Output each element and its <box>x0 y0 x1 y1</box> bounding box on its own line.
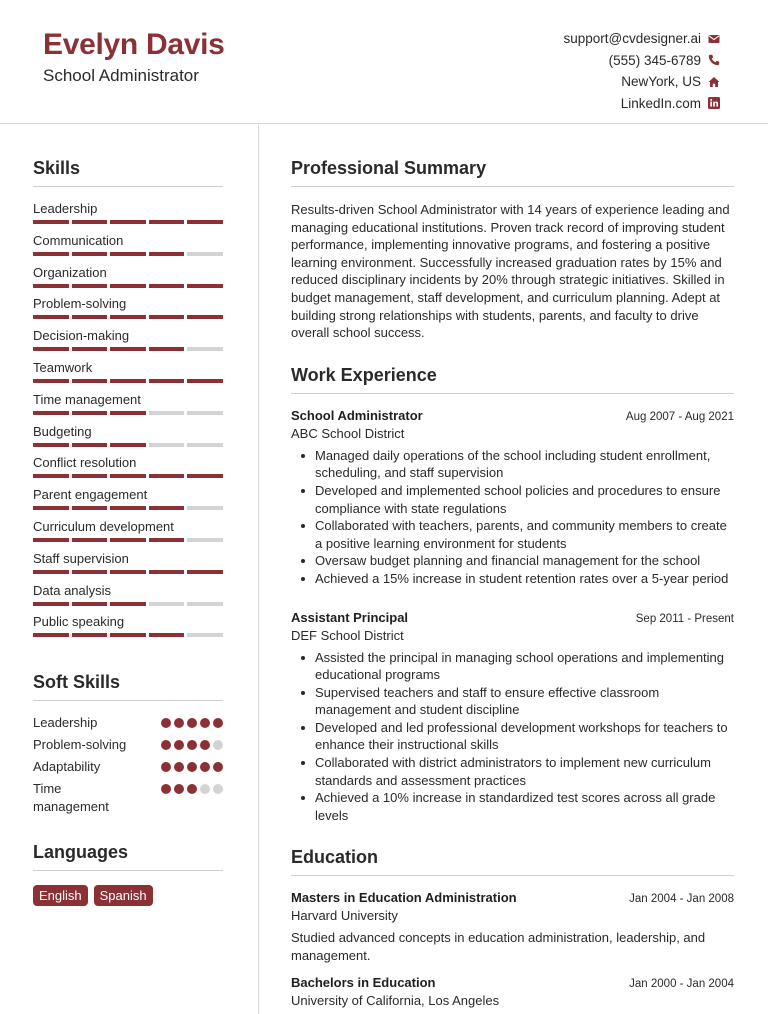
skill-level-bar <box>33 220 223 224</box>
degree-entry <box>291 890 734 964</box>
skill-level-segment <box>110 379 146 383</box>
rating-dot <box>187 784 197 794</box>
linkedin-icon <box>708 97 720 109</box>
skill-level-segment <box>187 411 223 415</box>
skill-level-bar <box>33 602 223 606</box>
skill-item <box>33 614 223 646</box>
skill-level-segment <box>72 506 108 510</box>
skill-level-segment <box>33 602 69 606</box>
degree-header <box>291 975 734 990</box>
skill-level-segment <box>149 506 185 510</box>
degree-entry <box>291 975 734 1008</box>
job-bullet: Assisted the principal in managing school operations and implementing educational programs <box>291 649 734 684</box>
job-bullet: Collaborated with district administrators to implement new curriculum standards and assessment practices <box>291 754 734 789</box>
skill-level-segment <box>72 602 108 606</box>
skill-level-segment <box>33 443 69 447</box>
skill-item <box>33 233 223 265</box>
skill-level-segment <box>110 411 146 415</box>
skill-label: Data analysis <box>33 582 112 598</box>
soft-skill-label: Adaptability <box>33 759 101 775</box>
skill-label: Problem-solving <box>33 296 127 312</box>
skill-level-bar <box>33 411 223 415</box>
skill-level-segment <box>110 252 146 256</box>
skill-level-bar <box>33 284 223 288</box>
soft-skills-heading: Soft Skills <box>33 672 223 701</box>
skill-level-segment <box>33 379 69 383</box>
skill-level-segment <box>187 347 223 351</box>
degree-title: Bachelors in Education <box>291 974 436 990</box>
degree-description: Studied advanced concepts in education administration, leadership, and management. <box>291 930 706 964</box>
soft-skill-item <box>33 780 223 816</box>
skill-label: Teamwork <box>33 359 93 375</box>
rating-dot <box>200 762 210 772</box>
job-date: Aug 2007 - Aug 2021 <box>625 410 734 423</box>
skill-level-segment <box>187 538 223 542</box>
skill-level-segment <box>33 315 69 319</box>
job-bullet: Developed and implemented school policies and procedures to ensure compliance with state regulations <box>291 482 734 517</box>
rating-dot <box>187 740 197 750</box>
skill-level-segment <box>72 570 108 574</box>
job-bullet: Oversaw budget planning and financial management for the school <box>291 552 734 570</box>
skill-item <box>33 519 223 551</box>
skill-item <box>33 551 223 583</box>
education-section <box>291 847 734 1007</box>
skill-level-segment <box>33 538 69 542</box>
job-bullet: Developed and led professional development workshops for teachers to enhance their instructional skills <box>291 719 734 754</box>
contact-list <box>563 28 720 114</box>
soft-skill-rating <box>161 714 223 728</box>
degree-title: Masters in Education Administration <box>291 890 517 906</box>
rating-dot <box>187 718 197 728</box>
education-heading: Education <box>291 847 734 876</box>
skill-item <box>33 487 223 519</box>
job-header <box>291 610 734 625</box>
rating-dot <box>174 784 184 794</box>
summary-heading: Professional Summary <box>291 158 734 187</box>
skill-level-bar <box>33 443 223 447</box>
skill-level-segment <box>72 379 108 383</box>
skill-level-segment <box>187 315 223 319</box>
skill-level-segment <box>33 570 69 574</box>
skill-item <box>33 424 223 456</box>
job-organization: ABC School District <box>291 425 405 441</box>
contact-location-text: NewYork, US <box>621 74 701 90</box>
skill-level-segment <box>187 220 223 224</box>
contact-phone-text: (555) 345-6789 <box>608 52 701 68</box>
skill-label: Organization <box>33 264 107 280</box>
skill-level-segment <box>149 570 185 574</box>
skill-label: Parent engagement <box>33 487 148 503</box>
skill-item <box>33 360 223 392</box>
skill-level-bar <box>33 315 223 319</box>
languages-list <box>33 885 223 906</box>
rating-dot <box>174 740 184 750</box>
soft-skill-rating <box>161 758 223 772</box>
right-column <box>291 158 734 1008</box>
skill-level-segment <box>149 252 185 256</box>
skill-level-segment <box>72 538 108 542</box>
skill-item <box>33 201 223 233</box>
rating-dot <box>174 762 184 772</box>
summary-text: Results-driven School Administrator with 14 years of experience leading and managing educational institutions. Proven track record of improving student performance, implementing innovative programs, and fostering a positive learning environment. Successfully increased graduation rates by 15% and reduced disciplinary incidents by 20% through strategic initiatives. Skilled in budget management, staff development, and curriculum planning. Adept at building strong relationships with students, parents, and faculty to drive overall school success. <box>291 202 730 341</box>
degrees-list <box>291 890 734 1007</box>
skill-level-segment <box>110 284 146 288</box>
skill-level-segment <box>149 538 185 542</box>
job-title: School Administrator <box>291 407 423 423</box>
job-bullets <box>291 447 734 588</box>
skill-label: Communication <box>33 232 124 248</box>
candidate-role: School Administrator <box>43 66 199 85</box>
rating-dot <box>200 718 210 728</box>
skill-level-segment <box>187 443 223 447</box>
skill-level-segment <box>72 252 108 256</box>
rating-dot <box>161 718 171 728</box>
soft-skill-item <box>33 714 223 732</box>
skill-level-segment <box>187 379 223 383</box>
skill-level-segment <box>33 252 69 256</box>
skill-level-segment <box>72 284 108 288</box>
skill-level-segment <box>72 443 108 447</box>
contact-phone[interactable] <box>563 50 720 72</box>
skill-level-bar <box>33 252 223 256</box>
left-column <box>33 158 223 906</box>
languages-section <box>33 842 223 906</box>
home-icon <box>708 76 720 88</box>
rating-dot <box>161 784 171 794</box>
skill-level-segment <box>149 633 185 637</box>
skill-level-segment <box>149 411 185 415</box>
job-organization: DEF School District <box>291 627 404 643</box>
work-heading: Work Experience <box>291 365 734 394</box>
soft-skills-list <box>33 714 223 816</box>
skill-item <box>33 296 223 328</box>
languages-heading: Languages <box>33 842 223 871</box>
skill-level-bar <box>33 474 223 478</box>
degree-date: Jan 2004 - Jan 2008 <box>629 893 734 906</box>
skill-level-segment <box>33 284 69 288</box>
skill-level-segment <box>110 474 146 478</box>
soft-skills-section <box>33 672 223 816</box>
job-bullet: Achieved a 15% increase in student retention rates over a 5-year period <box>291 570 734 588</box>
skill-level-segment <box>110 315 146 319</box>
phone-icon <box>708 54 720 66</box>
rating-dot <box>200 784 210 794</box>
language-badge: English <box>33 885 88 906</box>
degree-school: University of California, Los Angeles <box>291 992 500 1008</box>
skill-level-bar <box>33 538 223 542</box>
rating-dot <box>213 740 223 750</box>
soft-skill-label: Problem-solving <box>33 737 127 753</box>
rating-dot <box>213 762 223 772</box>
candidate-name: Evelyn Davis <box>43 28 225 61</box>
job-entry <box>291 610 734 825</box>
job-date: Sep 2011 - Present <box>635 612 734 625</box>
skill-level-bar <box>33 633 223 637</box>
skill-level-segment <box>110 538 146 542</box>
skill-label: Time management <box>33 391 141 407</box>
degree-date: Jan 2000 - Jan 2004 <box>629 977 734 990</box>
rating-dot <box>174 718 184 728</box>
skill-level-segment <box>187 602 223 606</box>
skill-level-segment <box>33 474 69 478</box>
skill-level-segment <box>149 379 185 383</box>
skill-level-segment <box>149 220 185 224</box>
skill-level-segment <box>149 284 185 288</box>
skill-level-segment <box>110 220 146 224</box>
rating-dot <box>200 740 210 750</box>
skill-level-segment <box>187 284 223 288</box>
skill-level-segment <box>33 347 69 351</box>
language-badge: Spanish <box>94 885 153 906</box>
soft-skill-rating <box>161 780 223 794</box>
skill-level-segment <box>110 443 146 447</box>
job-header <box>291 408 734 423</box>
job-bullet: Collaborated with teachers, parents, and community members to create a positive learning environment for students <box>291 517 734 552</box>
job-bullets <box>291 649 734 825</box>
skill-level-segment <box>149 315 185 319</box>
job-entry <box>291 408 734 588</box>
soft-skill-item <box>33 736 223 754</box>
job-bullet: Achieved a 10% increase in standardized test scores across all grade levels <box>291 789 734 824</box>
skill-level-bar <box>33 570 223 574</box>
skill-level-segment <box>33 506 69 510</box>
skill-level-segment <box>33 411 69 415</box>
column-divider <box>258 125 259 1014</box>
skill-label: Conflict resolution <box>33 455 137 471</box>
skill-item <box>33 583 223 615</box>
degree-header <box>291 890 734 905</box>
skill-level-segment <box>110 602 146 606</box>
skill-level-segment <box>33 220 69 224</box>
skill-level-segment <box>72 347 108 351</box>
skill-label: Curriculum development <box>33 518 174 534</box>
skill-level-bar <box>33 506 223 510</box>
skill-level-segment <box>72 411 108 415</box>
rating-dot <box>161 740 171 750</box>
resume-header <box>0 0 768 124</box>
skill-level-segment <box>110 633 146 637</box>
skill-level-segment <box>187 252 223 256</box>
skill-item <box>33 265 223 297</box>
skill-level-segment <box>149 602 185 606</box>
soft-skill-label: Leadership <box>33 715 98 731</box>
skill-level-segment <box>110 506 146 510</box>
skills-heading: Skills <box>33 158 223 187</box>
skill-label: Budgeting <box>33 423 92 439</box>
skills-list <box>33 201 223 646</box>
work-section <box>291 365 734 825</box>
rating-dot <box>161 762 171 772</box>
soft-skill-label: Time management <box>33 781 109 815</box>
jobs-list <box>291 408 734 825</box>
skill-level-segment <box>187 570 223 574</box>
skill-level-segment <box>72 220 108 224</box>
contact-linkedin[interactable] <box>563 93 720 115</box>
soft-skill-item <box>33 758 223 776</box>
skill-level-bar <box>33 379 223 383</box>
skill-level-segment <box>187 474 223 478</box>
envelope-icon <box>708 33 720 45</box>
skill-level-segment <box>149 347 185 351</box>
contact-location <box>563 71 720 93</box>
skill-level-bar <box>33 347 223 351</box>
skill-level-segment <box>33 633 69 637</box>
skill-level-segment <box>187 633 223 637</box>
skill-level-segment <box>110 570 146 574</box>
rating-dot <box>213 784 223 794</box>
skill-level-segment <box>187 506 223 510</box>
skill-label: Leadership <box>33 201 98 216</box>
job-bullet: Managed daily operations of the school including student enrollment, scheduling, and staff supervision <box>291 447 734 482</box>
skill-level-segment <box>149 443 185 447</box>
skill-label: Public speaking <box>33 614 125 630</box>
skill-level-segment <box>110 347 146 351</box>
contact-linkedin-text: LinkedIn.com <box>620 95 701 111</box>
skill-item <box>33 455 223 487</box>
skill-level-segment <box>72 633 108 637</box>
skill-item <box>33 392 223 424</box>
job-bullet: Supervised teachers and staff to ensure effective classroom management and student discipline <box>291 684 734 719</box>
contact-email[interactable] <box>563 28 720 50</box>
degree-school: Harvard University <box>291 908 398 924</box>
skill-label: Staff supervision <box>33 550 129 566</box>
skill-level-segment <box>149 474 185 478</box>
rating-dot <box>213 718 223 728</box>
skill-level-segment <box>72 474 108 478</box>
rating-dot <box>187 762 197 772</box>
contact-email-text: support@cvdesigner.ai <box>563 31 701 47</box>
skill-label: Decision-making <box>33 328 130 344</box>
skill-level-segment <box>72 315 108 319</box>
skill-item <box>33 328 223 360</box>
soft-skill-rating <box>161 736 223 750</box>
job-title: Assistant Principal <box>291 609 409 625</box>
